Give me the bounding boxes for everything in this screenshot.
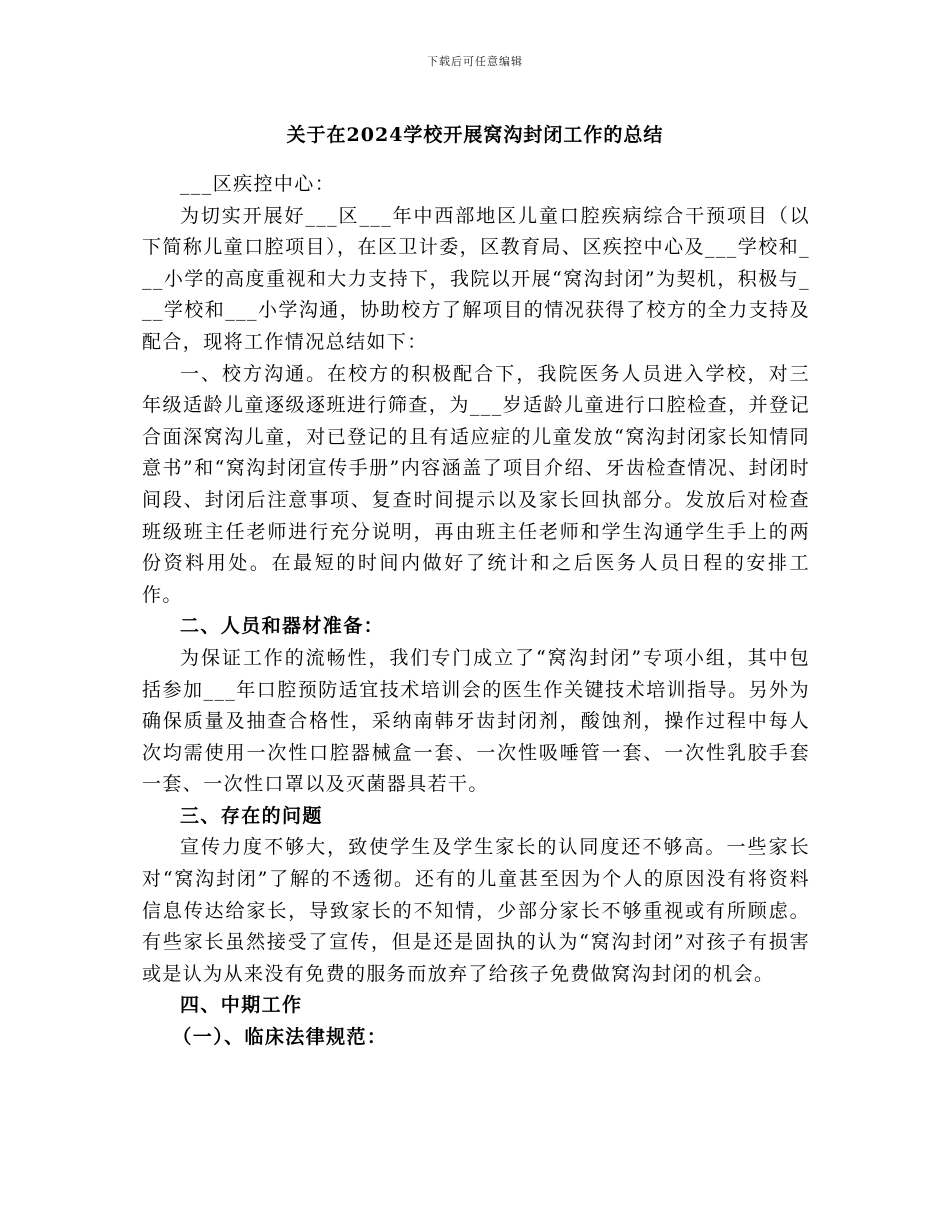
- section-2-heading: 二、人员和器材准备：: [180, 615, 385, 638]
- intro-paragraph: 为切实开展好___区___年中西部地区儿童口腔疾病综合干预项目（以下简称儿童口腔项目），在区卫计委，区教育局、区疾控中心及___学校和___小学的高度重视和大力支持下，我院以开展“窝沟封闭”为契机，积极与___学校和___小学沟通，协助校方了解项目的情况获得了校方的全力支持及配合，现将工作情况总结如下：: [142, 204, 810, 353]
- document-title: 关于在2024学校开展窝沟封闭工作的总结: [286, 124, 664, 146]
- section-4-heading: 四、中期工作: [180, 994, 303, 1017]
- section-4-subheading: （一）、临床法律规范：: [172, 1026, 388, 1049]
- section-3-heading: 三、存在的问题: [180, 804, 323, 827]
- addressee: ___区疾控中心：: [180, 173, 336, 195]
- section-1-paragraph: 一、校方沟通。在校方的积极配合下，我院医务人员进入学校，对三年级适龄儿童逐级逐班进行筛查，为___岁适龄儿童进行口腔检查，并登记合面深窝沟儿童，对已登记的且有适应症的儿童发放“窝沟封闭家长知情同意书”和“窝沟封闭宣传手册”内容涵盖了项目介绍、牙齿检查情况、封闭时间段、封闭后注意事项、复查时间提示以及家长回执部分。发放后对检查班级班主任老师进行充分说明，再由班主任老师和学生沟通学生手上的两份资料用处。在最短的时间内做好了统计和之后医务人员日程的安排工作。: [142, 362, 810, 606]
- section-2-paragraph: 为保证工作的流畅性，我们专门成立了“窝沟封闭”专项小组，其中包括参加___年口腔预防适宜技术培训会的医生作关键技术培训指导。另外为确保质量及抽查合格性，采纳南韩牙齿封闭剂，酸蚀剂，操作过程中每人次均需使用一次性口腔器械盒一套、一次性吸唾管一套、一次性乳胶手套一套、一次性口罩以及灭菌器具若干。: [142, 646, 810, 796]
- section-3-paragraph: 宣传力度不够大，致使学生及学生家长的认同度还不够高。一些家长对“窝沟封闭”了解的不透彻。还有的儿童甚至因为个人的原因没有将资料信息传达给家长，导致家长的不知情，少部分家长不够重视或有所顾虑。有些家长虽然接受了宣传，但是还是固执的认为“窝沟封闭”对孩子有损害或是认为从来没有免费的服务而放弃了给孩子免费做窝沟封闭的机会。: [142, 836, 810, 985]
- page-header-note: 下载后可任意编辑: [427, 55, 523, 68]
- document-body: [142, 169, 810, 1054]
